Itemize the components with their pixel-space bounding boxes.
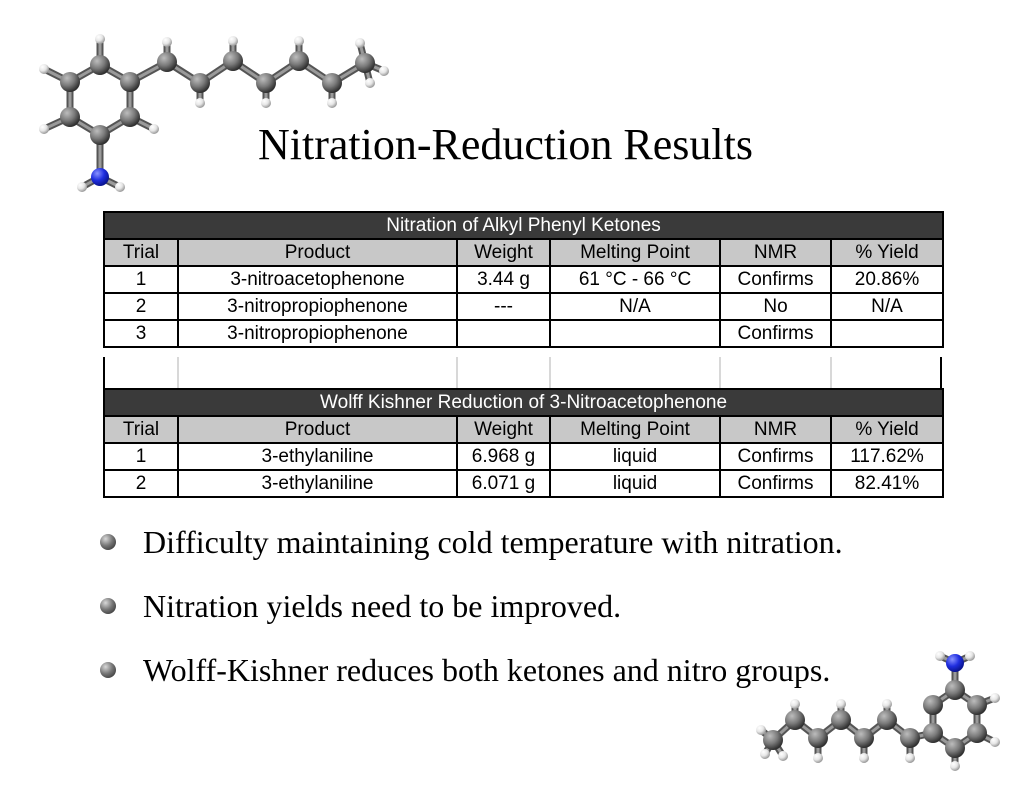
column-header: Weight <box>457 239 550 266</box>
column-header: Trial <box>104 416 178 443</box>
table-cell: --- <box>457 293 550 320</box>
table-row <box>104 470 943 497</box>
table-cell: 3-nitroacetophenone <box>178 266 457 293</box>
bullet-text: Wolff-Kishner reduces both ketones and nitro groups. <box>143 652 831 688</box>
table-cell: Confirms <box>720 266 831 293</box>
table-cell: 6.071 g <box>457 470 550 497</box>
table-cell: Confirms <box>720 443 831 470</box>
table-cell: 20.86% <box>831 266 943 293</box>
bullet-text: Difficulty maintaining cold temperature with nitration. <box>143 524 843 560</box>
table-cell: 1 <box>104 443 178 470</box>
reduction-table <box>103 388 944 498</box>
table-spacer <box>103 357 942 388</box>
table-cell: N/A <box>831 293 943 320</box>
table-row <box>104 443 943 470</box>
table-cell: 3-ethylaniline <box>178 443 457 470</box>
table-cell: 3.44 g <box>457 266 550 293</box>
column-header: Melting Point <box>550 239 720 266</box>
column-header: Product <box>178 416 457 443</box>
column-header: NMR <box>720 416 831 443</box>
table-cell: 82.41% <box>831 470 943 497</box>
table-cell: 3-nitropropiophenone <box>178 293 457 320</box>
table-cell: 2 <box>104 470 178 497</box>
column-header: Weight <box>457 416 550 443</box>
bullet-item <box>98 648 843 712</box>
table-cell: No <box>720 293 831 320</box>
column-header: % Yield <box>831 239 943 266</box>
table-cell: 3 <box>104 320 178 347</box>
bullet-text: Nitration yields need to be improved. <box>143 588 622 624</box>
column-header: Melting Point <box>550 416 720 443</box>
column-header: Product <box>178 239 457 266</box>
bullet-sphere-icon <box>100 598 116 614</box>
table-cell: N/A <box>550 293 720 320</box>
page-title: Nitration-Reduction Results <box>258 120 753 169</box>
column-header: % Yield <box>831 416 943 443</box>
table-cell: 3-ethylaniline <box>178 470 457 497</box>
table-cell: Confirms <box>720 470 831 497</box>
bullet-item <box>98 584 843 648</box>
bullet-item <box>98 520 843 584</box>
bullet-sphere-icon <box>100 534 116 550</box>
table-row <box>104 266 943 293</box>
table-cell: 117.62% <box>831 443 943 470</box>
table-banner: Nitration of Alkyl Phenyl Ketones <box>104 212 943 239</box>
table-cell <box>457 320 550 347</box>
table-cell: 6.968 g <box>457 443 550 470</box>
table-cell: liquid <box>550 470 720 497</box>
table-cell: 2 <box>104 293 178 320</box>
table-cell: 3-nitropropiophenone <box>178 320 457 347</box>
table-cell: Confirms <box>720 320 831 347</box>
table-cell: 61 °C - 66 °C <box>550 266 720 293</box>
column-header: NMR <box>720 239 831 266</box>
table-banner: Wolff Kishner Reduction of 3-Nitroacetophenone <box>104 389 943 416</box>
table-cell: liquid <box>550 443 720 470</box>
bullet-list <box>98 520 843 712</box>
table-row <box>104 320 943 347</box>
bullet-sphere-icon <box>100 662 116 678</box>
column-header: Trial <box>104 239 178 266</box>
table-cell: 1 <box>104 266 178 293</box>
nitration-table <box>103 211 944 348</box>
table-row <box>104 293 943 320</box>
table-cell <box>831 320 943 347</box>
table-cell <box>550 320 720 347</box>
